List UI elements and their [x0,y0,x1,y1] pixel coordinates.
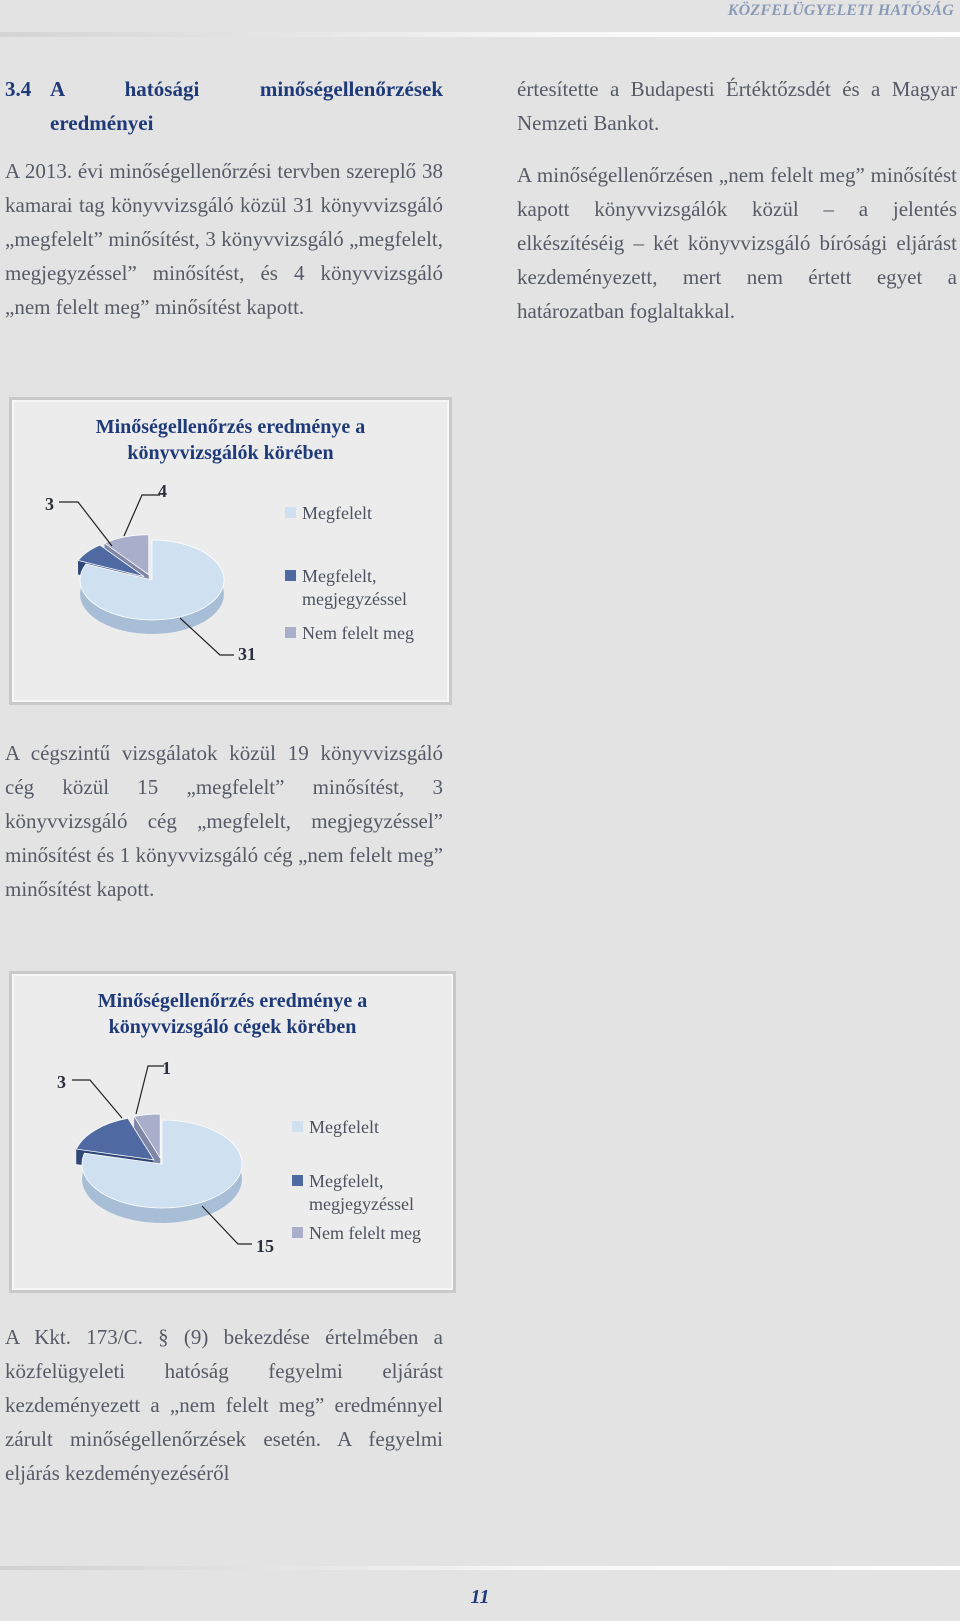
paragraph-3: A Kkt. 173/C. § (9) bekezdése értelmében a közfelügyeleti hatóság fegyelmi eljárást kezdeményezett a „nem felelt meg” eredménnyel zárult minőségellenőrzések esetén. A fegyelmi eljárás kezdeményezéséről [5,1325,443,1485]
section-title-line2: eredményei [50,111,154,135]
legend-label: Megfelelt, [309,1171,384,1191]
footer-rule [0,1566,960,1570]
right-column [517,72,957,328]
legend-swatch [292,1121,303,1132]
leader-line [72,1080,122,1118]
chart-title-line2: könyvvizsgálók körében [127,442,334,464]
legend-swatch [285,570,296,581]
legend-item-nem-felelt [292,1222,421,1245]
data-label-megjegyzessel: 3 [45,494,54,514]
leader-line [136,1066,164,1114]
legend-item-nem-felelt [285,622,414,645]
legend-label-cont: megjegyzéssel [302,589,407,609]
legend-item-megfelelt [285,502,372,525]
legend-label: Megfelelt [309,1117,379,1137]
legend-label: Nem felelt meg [309,1223,421,1243]
legend-label: Nem felelt meg [302,623,414,643]
left-column [5,72,443,324]
running-header: KÖZFELÜGYELETI HATÓSÁG [727,2,954,19]
pie-chart [12,400,449,702]
legend-label: Megfelelt [302,503,372,523]
paragraph-2: A cégszintű vizsgálatok közül 19 könyvvizsgáló cég közül 15 „megfelelt” minősítést, 3 könyvvizsgáló cég „megfelelt, megjegyzéssel” minősítést és 1 könyvvizsgáló cég „nem felelt meg” minősítést kapott. [5,741,443,901]
data-label-nem-felelt: 1 [162,1058,171,1078]
paragraph-1: A 2013. évi minőségellenőrzési tervben szereplő 38 kamarai tag könyvvizsgáló közül 31 könyvvizsgáló „megfelelt” minősítést, 3 könyvvizsgáló „megfelelt, megjegyzéssel” minősítést, és 4 könyvvizsgáló „nem felelt meg” minősítést kapott. [5,159,443,319]
legend-swatch [292,1175,303,1186]
chart-title-line1: Minőségellenőrzés eredménye a [97,990,368,1012]
data-label-megfelelt: 31 [238,644,256,664]
leader-line [124,495,160,536]
chart-title-line2: könyvvizsgáló cégek körében [108,1016,357,1038]
page-number: 11 [470,1586,490,1608]
legend-swatch [285,507,296,518]
paragraph-5: A minőségellenőrzésen „nem felelt meg” minősítést kapott könyvvizsgálók közül – a jelentés elkészítéséig – két könyvvizsgáló bírósági eljárást kezdeményezett, mert nem értett egyet a határozatban foglaltakkal. [517,163,957,323]
data-label-megjegyzessel: 3 [57,1072,66,1092]
section-heading [5,72,443,106]
header-rule [0,32,960,37]
legend-item-megjegyzessel [285,565,407,611]
leader-line [59,502,112,546]
legend-swatch [292,1227,303,1238]
legend-item-megjegyzessel [292,1170,414,1216]
chart-auditors [9,397,452,705]
chart-firms [9,971,456,1293]
section-title-line1: A hatósági minőségellenőrzések [50,77,443,101]
legend-item-megfelelt [292,1116,379,1139]
chart-title-line1: Minőségellenőrzés eredménye a [95,416,366,438]
section-heading-cont [5,106,443,140]
legend-label: Megfelelt, [302,566,377,586]
section-number: 3.4 [5,77,32,101]
legend-swatch [285,627,296,638]
data-label-nem-felelt: 4 [158,481,167,501]
data-label-megfelelt: 15 [256,1236,274,1256]
paragraph-4: értesítette a Budapesti Értéktőzsdét és a Magyar Nemzeti Bankot. [517,77,957,135]
legend-label-cont: megjegyzéssel [309,1194,414,1214]
